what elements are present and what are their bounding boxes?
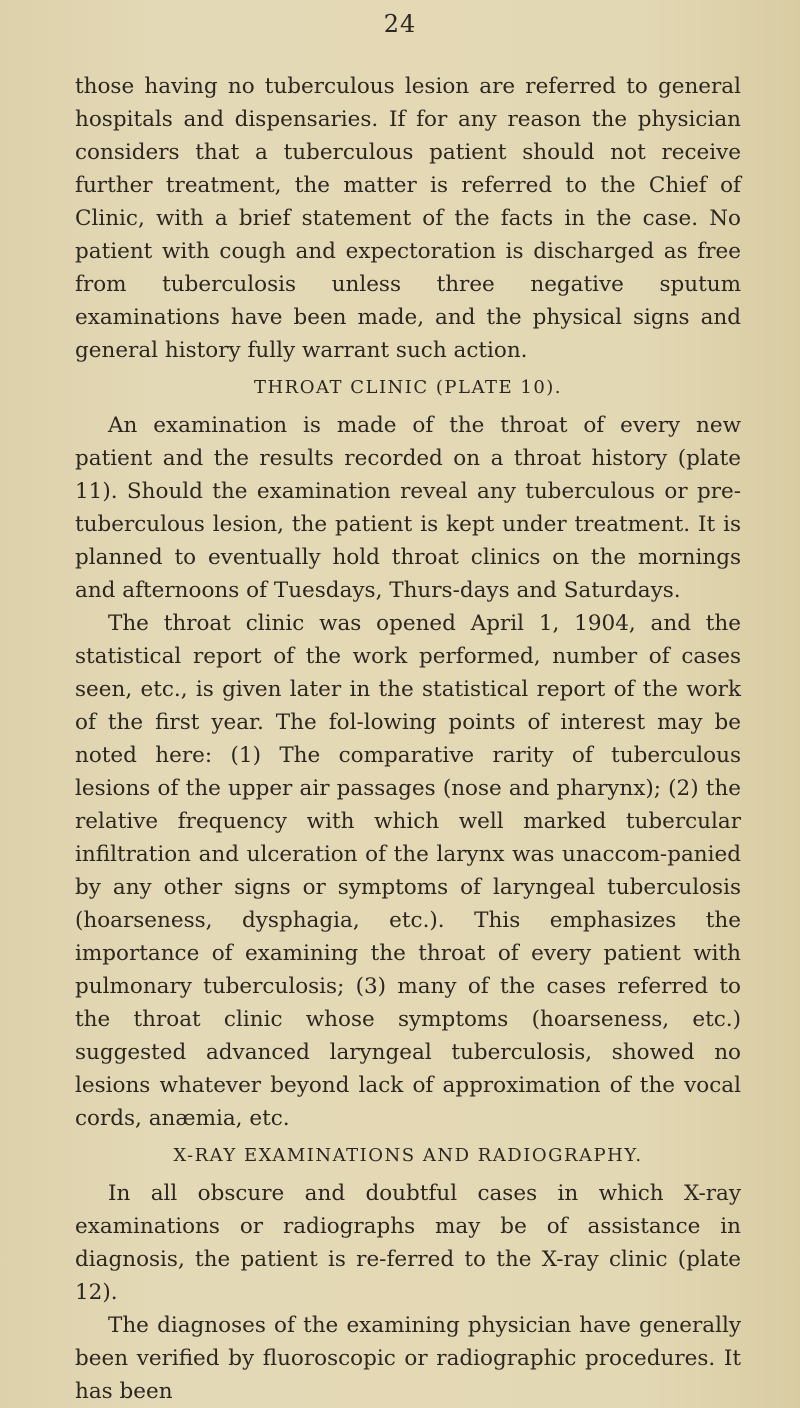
continued-paragraph: those having no tuberculous lesion are referred to general hospitals and dispensaries. If for any reason the physician considers that a tuberculous patient should not receive further treatment, the matter is referred to the Chief of Clinic, with a brief statement of the facts in the case. No patient with cough and expectoration is discharged as free from tuberculosis unless three negative sputum examinations have been made, and the physical signs and general history fully warrant such action. bbox=[75, 74, 741, 363]
x-ray-paragraph-1: In all obscure and doubtful cases in which X-ray examinations or radiographs may be of assistance in diagnosis, the patient is re-ferred to the X-ray clinic (plate 12). bbox=[75, 1181, 741, 1305]
section-heading-x-ray: X-RAY EXAMINATIONS AND RADIOGRAPHY. bbox=[173, 1145, 643, 1166]
throat-clinic-paragraph-2: The throat clinic was opened April 1, 1904, and the statistical report of the work performed, number of cases seen, etc., is given later in the statistical report of the work of the first year. The fol-lowing points of interest may be noted here: (1) The comparative rarity of tuberculous lesions of the upper air passages (nose and pharynx); (2) the relative frequency with which well marked tubercular infiltration and ulceration of the larynx was unaccom-panied by any other signs or symptoms of laryngeal tuberculosis (hoarseness, dysphagia, etc.). This emphasizes the importance of examining the throat of every patient with pulmonary tuberculosis; (3) many of the cases referred to the throat clinic whose symptoms (hoarseness, etc.) suggested advanced laryngeal tuberculosis, showed no lesions whatever beyond lack of approximation of the vocal cords, anæmia, etc. bbox=[75, 611, 741, 1131]
section-heading-throat-clinic: THROAT CLINIC (PLATE 10). bbox=[253, 377, 563, 398]
throat-clinic-paragraph-1: An examination is made of the throat of every new patient and the results recorded on a throat history (plate 11). Should the examination reveal any tuberculous or pre-tuberculous lesion, the patient is kept under treatment. It is planned to eventually hold throat clinics on the mornings and afternoons of Tuesdays, Thurs-days and Saturdays. bbox=[75, 413, 741, 603]
page-number: 24 bbox=[383, 10, 417, 38]
body-text bbox=[75, 70, 741, 1408]
x-ray-paragraph-2: The diagnoses of the examining physician have generally been verified by fluoroscopic or radiographic procedures. It has been bbox=[75, 1313, 741, 1404]
